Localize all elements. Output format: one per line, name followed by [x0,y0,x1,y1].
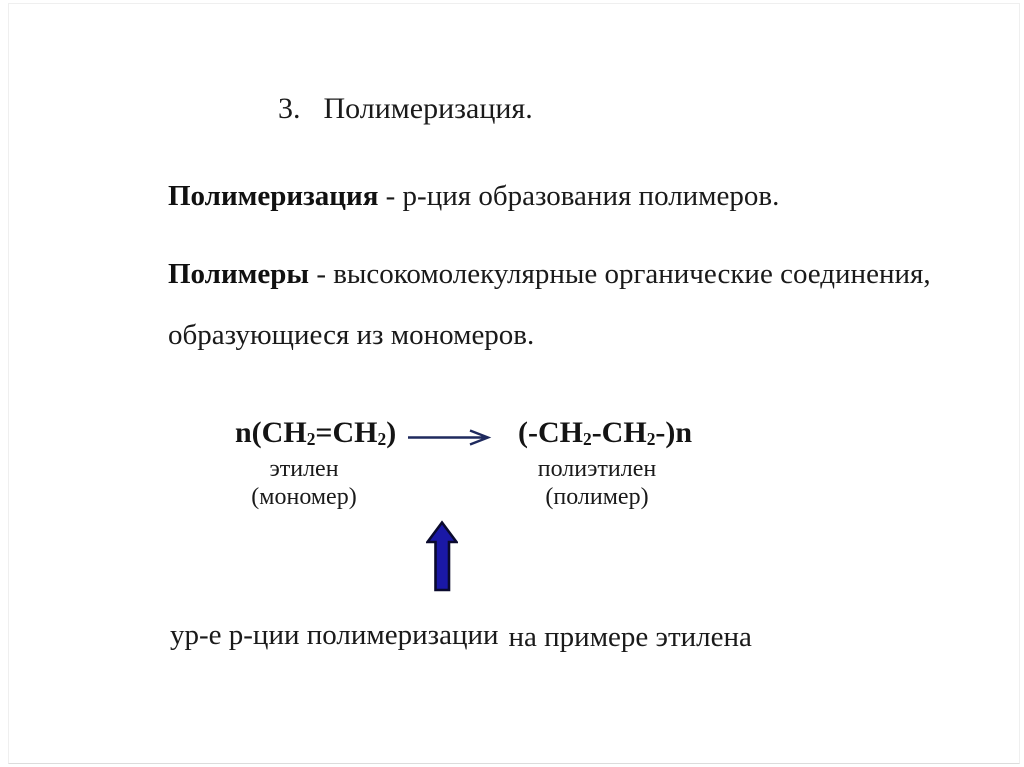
definition-polymerization [168,180,779,213]
reactant-subscript: 2 [377,429,387,450]
reactant-formula-part: n(CH [235,416,307,449]
caption-part2: на примере этилена [508,621,752,653]
term-polymers: Полимеры [168,258,310,290]
caption [170,619,752,652]
definition-polymers-line2: образующиеся из мономеров. [168,319,535,351]
reactant-formula-part: ) [386,416,397,449]
product-formula-part: -)n [655,416,693,449]
product-formula-part: -CH [591,416,647,449]
reactant-formula [235,416,396,450]
right-arrow-icon [407,429,495,446]
product-formula-part: (-CH [518,416,583,449]
term-polymerization: Полимеризация [168,180,379,212]
reactant-name-label: этилен [269,456,339,482]
up-block-arrow-icon [426,520,458,593]
product-subscript: 2 [582,429,592,450]
reactant-formula-part: =CH [315,416,378,449]
caption-part1: ур-е р-ции полимеризации [170,619,499,651]
slide-title [278,92,533,126]
product-labels [520,455,674,511]
product-role-label: (полимер) [545,484,649,510]
title-number: 3. [278,92,301,125]
reactant-labels [229,455,379,511]
product-subscript: 2 [646,429,656,450]
definition-polymers-line1 [168,258,931,291]
title-text: Полимеризация. [323,92,533,125]
definition-polymerization-text: - р-ция образования полимеров. [378,180,780,212]
reactant-role-label: (мономер) [251,484,357,510]
reactant-subscript: 2 [306,429,316,450]
product-formula [518,416,692,450]
definition-polymers-text: - высокомолекулярные органические соединения, [309,258,931,290]
product-name-label: полиэтилен [537,456,657,482]
